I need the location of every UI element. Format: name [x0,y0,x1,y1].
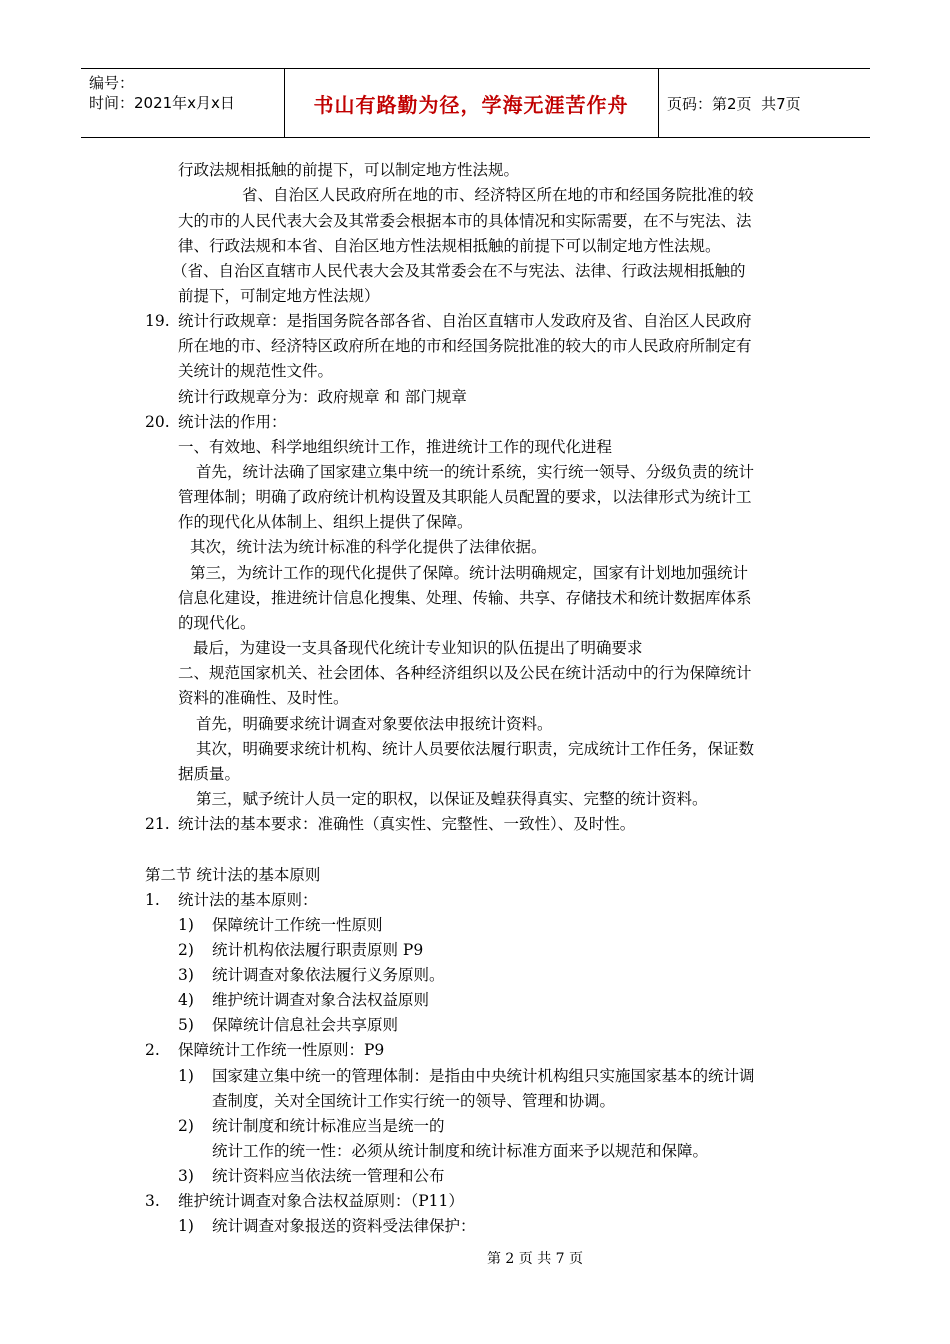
sub-item-number: 5) [178,1016,194,1034]
body-line: 维护统计调查对象合法权益原则：（P11） [178,1192,464,1210]
page-footer: 第 2 页 共 7 页 [486,1251,584,1267]
body-line: 大的市的人民代表大会及其常委会根据本市的具体情况和实际需要，在不与宪法、法 [178,212,752,230]
body-line: 律、行政法规和本省、自治区地方性法规相抵触的前提下可以制定地方性法规。 [178,237,721,255]
body-line: 管理体制；明确了政府统计机构设置及其职能人员配置的要求，以法律形式为统计工 [178,488,752,506]
body-line: 保障统计信息社会共享原则 [212,1016,399,1034]
body-line: 所在地的市、经济特区政府所在地的市和经国务院批准的较大的市人民政府所制定有 [178,337,752,355]
sub-item-number: 4) [178,991,194,1009]
body-line: 统计调查对象报送的资料受法律保护： [212,1217,476,1235]
body-line: 统计工作的统一性：必须从统计制度和统计标准方面来予以规范和保障。 [212,1142,709,1160]
body-line: 查制度，关对全国统计工作实行统一的领导、管理和协调。 [212,1092,616,1110]
sub-item-number: 2) [178,1117,194,1135]
body-line: 国家建立集中统一的管理体制：是指由中央统计机构组只实施国家基本的统计调 [212,1067,755,1085]
body-line: 第三，赋予统计人员一定的职权，以保证及蝗获得真实、完整的统计资料。 [196,790,708,808]
body-line: 统计法的基本要求：准确性（真实性、完整性、一致性）、及时性。 [178,815,636,833]
body-line: 统计行政规章分为：政府规章 和 部门规章 [178,388,467,406]
body-line: 统计资料应当依法统一管理和公布 [212,1167,445,1185]
body-line: （省、自治区直辖市人民代表大会及其常委会在不与宪法、法律、行政法规相抵触的 [172,262,746,280]
body-line: 省、自治区人民政府所在地的市、经济特区所在地的市和经国务院批准的较 [242,186,754,204]
body-line: 其次，明确要求统计机构、统计人员要依法履行职责，完成统计工作任务，保证数 [196,740,755,758]
header-meta [89,73,279,113]
body-line: 统计法的作用： [178,413,287,431]
item-number: 19. [145,312,170,330]
body-line: 统计制度和统计标准应当是统一的 [212,1117,445,1135]
body-line: 最后，为建设一支具备现代化统计专业知识的队伍提出了明确要求 [193,639,643,657]
item-number: 20. [145,413,170,431]
body-line: 统计机构依法履行职责原则 P9 [212,941,424,959]
body-line: 信息化建设，推进统计信息化搜集、处理、传输、共享、存储技术和统计数据库体系 [178,589,752,607]
item-number: 21. [145,815,170,833]
item-number: 1. [145,891,160,909]
sub-item-number: 1) [178,1217,194,1235]
body-line: 统计法的基本原则： [178,891,318,909]
body-line: 统计行政规章：是指国务院各部各省、自治区直辖市人发政府及省、自治区人民政府 [178,312,752,330]
sub-item-number: 1) [178,1067,194,1085]
body-line: 其次，统计法为统计标准的科学化提供了法律依据。 [190,538,547,556]
document-header [81,68,870,138]
body-line: 的现代化。 [178,614,256,632]
body-line: 据质量。 [178,765,241,783]
body-line: 前提下，可制定地方性法规） [178,287,380,305]
body-line: 关统计的规范性文件。 [178,362,334,380]
header-page-info: 页码：第2页 共7页 [667,94,801,113]
body-line: 维护统计调查对象合法权益原则 [212,991,430,1009]
body-line: 行政法规相抵触的前提下，可以制定地方性法规。 [178,161,520,179]
body-line: 一、有效地、科学地组织统计工作，推进统计工作的现代化进程 [178,438,613,456]
body-line: 保障统计工作统一性原则：P9 [178,1041,385,1059]
body-line: 作的现代化从体制上、组织上提供了保障。 [178,513,473,531]
sub-item-number: 1) [178,916,194,934]
body-line: 资料的准确性、及时性。 [178,689,349,707]
sub-item-number: 3) [178,966,194,984]
sub-item-number: 2) [178,941,194,959]
item-number: 2. [145,1041,160,1059]
body-line: 第三，为统计工作的现代化提供了保障。统计法明确规定，国家有计划地加强统计 [190,564,749,582]
date-label: 时间：2021年x月x日 [89,94,235,112]
body-line: 首先，统计法确了国家建立集中统一的统计系统，实行统一领导、分级负责的统计 [196,463,755,481]
body-line: 统计调查对象依法履行义务原则。 [212,966,445,984]
sub-item-number: 3) [178,1167,194,1185]
code-label: 编号： [89,74,135,92]
body-line: 保障统计工作统一性原则 [212,916,383,934]
section-title: 第二节 统计法的基本原则 [145,866,321,884]
body-line: 二、规范国家机关、社会团体、各种经济组织以及公民在统计活动中的行为保障统计 [178,664,752,682]
header-motto: 书山有路勤为径，学海无涯苦作舟 [313,92,629,117]
header-divider [658,69,659,137]
item-number: 3. [145,1192,160,1210]
body-line: 首先，明确要求统计调查对象要依法申报统计资料。 [196,715,553,733]
